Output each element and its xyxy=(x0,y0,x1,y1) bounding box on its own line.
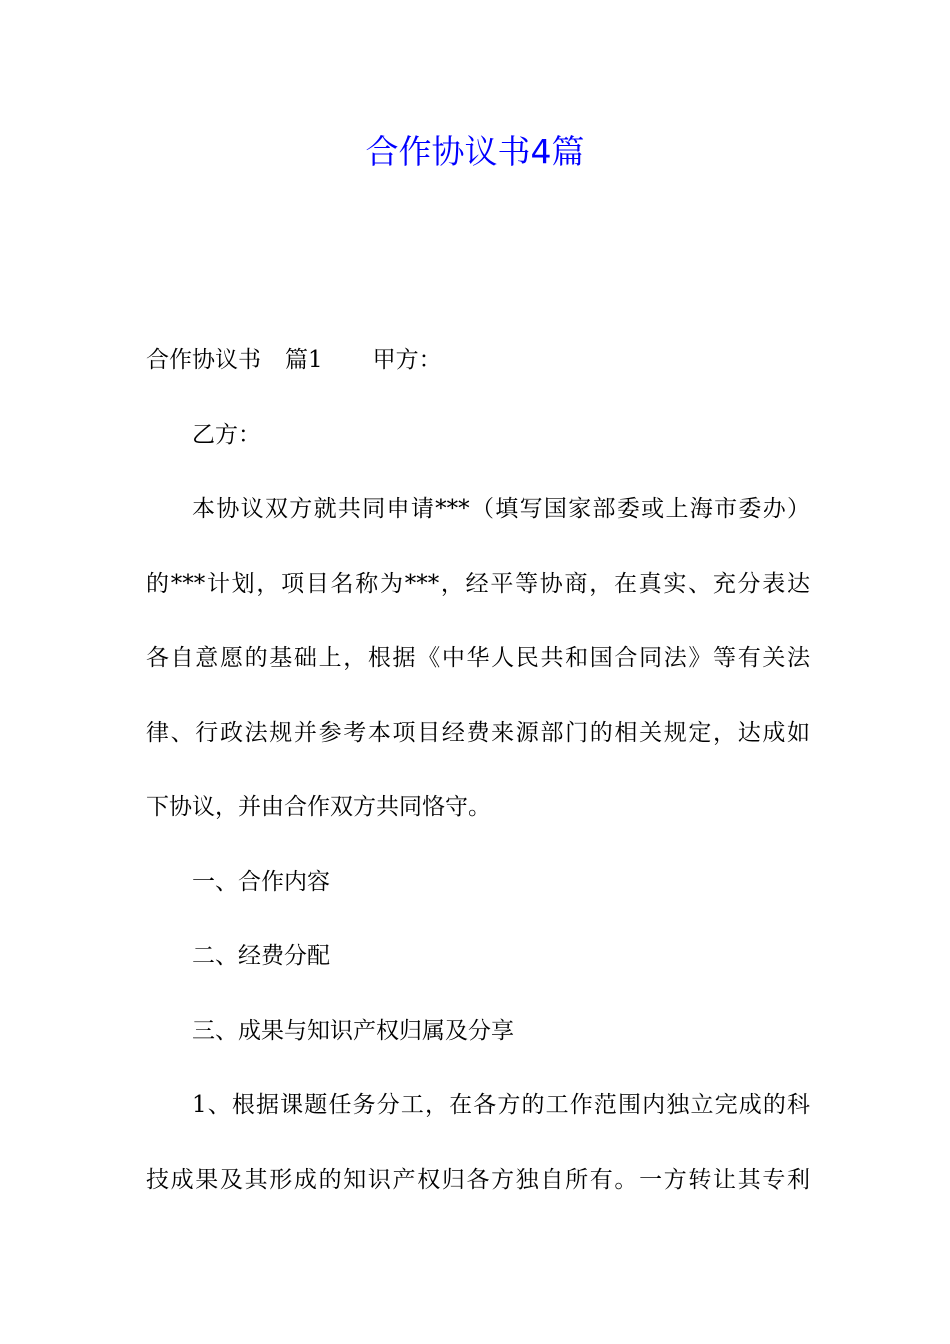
party-a-label: 甲方： xyxy=(372,347,442,373)
clause-heading-content: 一、合作内容 xyxy=(192,868,330,895)
paragraph-line: 技成果及其形成的知识产权归各方独自所有。一方转让其专利 xyxy=(146,1166,810,1193)
party-b-label: 乙方： xyxy=(192,421,261,448)
section-name: 合作协议书 xyxy=(146,347,261,373)
paragraph-line: 本协议双方就共同申请***（填写国家部委或上海市委办） xyxy=(192,496,810,522)
clause-heading-funding: 二、经费分配 xyxy=(192,943,330,969)
paragraph-line: 律、行政法规并参考本项目经费来源部门的相关规定，达成如 xyxy=(146,719,810,746)
paragraph-line: 1、根据课题任务分工，在各方的工作范围内独立完成的科 xyxy=(192,1092,810,1118)
paragraph-line: 下协议，并由合作双方共同恪守。 xyxy=(146,794,491,820)
section-heading-line xyxy=(146,333,810,408)
document-body xyxy=(146,333,810,1227)
paragraph-line: 的***计划，项目名称为***，经平等协商，在真实、充分表达 xyxy=(146,570,810,597)
section-number: 篇1 xyxy=(285,347,323,373)
clause-heading-ip: 三、成果与知识产权归属及分享 xyxy=(192,1017,514,1044)
paragraph-line: 各自意愿的基础上，根据《中华人民共和国合同法》等有关法 xyxy=(146,645,810,671)
document-title: 合作协议书4篇 xyxy=(365,132,585,171)
